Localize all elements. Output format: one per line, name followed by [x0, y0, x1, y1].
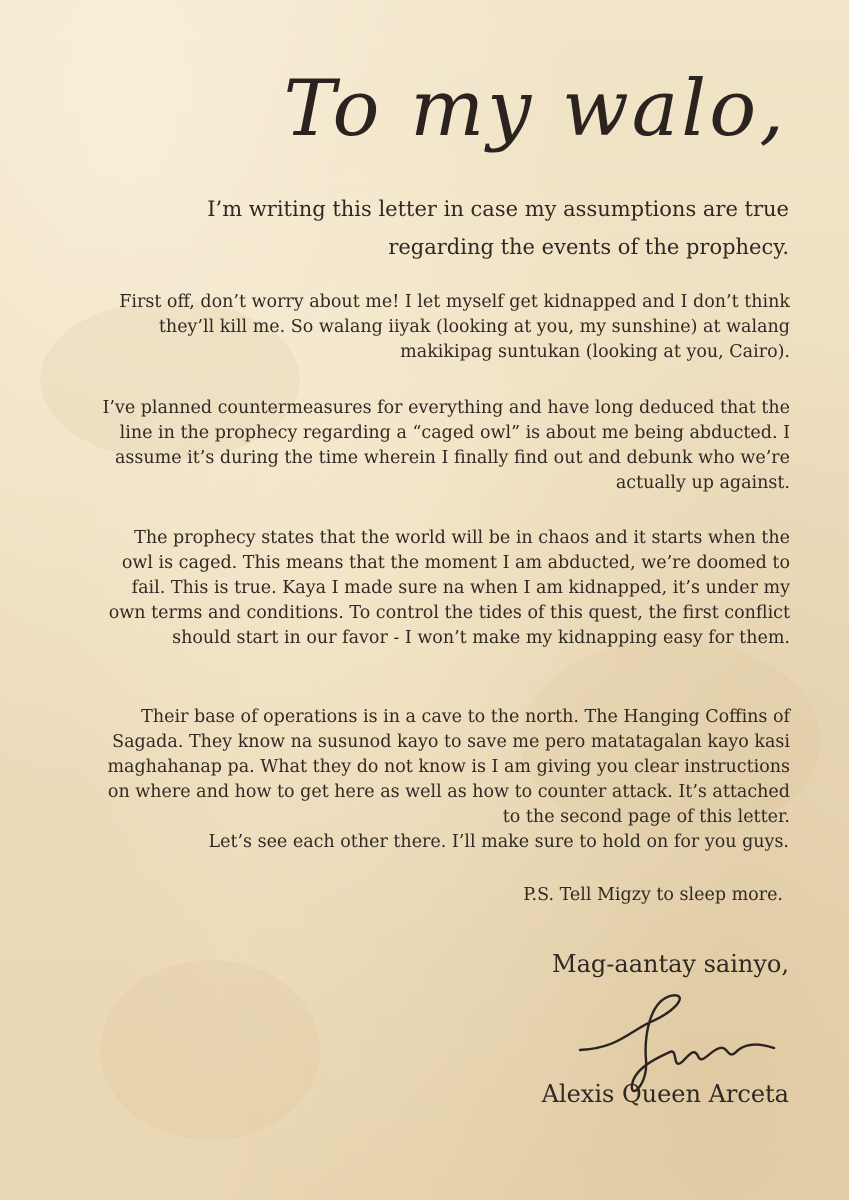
paragraph-line: own terms and conditions. To control the tides of this quest, the first conflict — [108, 603, 790, 623]
paragraph-line: they’ll kill me. So walang iiyak (looking at you, my sunshine) at walang — [158, 317, 790, 337]
paragraph-line: assume it’s during the time wherein I finally find out and debunk who we’re — [114, 448, 790, 468]
paper-stain — [100, 960, 320, 1140]
closing-line: Let’s see each other there. I’ll make sure to hold on for you guys. — [208, 832, 789, 852]
paragraph-line: actually up against. — [615, 473, 790, 493]
paragraph-line: Sagada. They know na susunod kayo to save me pero matatagalan kayo kasi — [112, 732, 790, 752]
letter-intro — [149, 190, 789, 266]
paragraph-line: should start in our favor - I won’t make my kidnapping easy for them. — [172, 628, 790, 648]
paragraph-line: fail. This is true. Kaya I made sure na when I am kidnapped, it’s under my — [131, 578, 790, 598]
intro-line: I’m writing this letter in case my assumptions are true — [207, 197, 789, 221]
paragraph-line: The prophecy states that the world will be in chaos and it starts when the — [134, 528, 790, 548]
paragraph-countermeasures — [66, 396, 790, 496]
paragraph-base-of-operations — [66, 705, 790, 830]
paragraph-line: line in the prophecy regarding a “caged owl” is about me being abducted. I — [119, 423, 790, 443]
paragraph-reassurance — [66, 290, 790, 365]
paragraph-line: maghahanap pa. What they do not know is I am giving you clear instructions — [107, 757, 790, 777]
signer-name: Alexis Queen Arceta — [541, 1080, 789, 1108]
postscript: P.S. Tell Migzy to sleep more. — [523, 885, 783, 905]
paragraph-line: owl is caged. This means that the moment I am abducted, we’re doomed to — [121, 553, 790, 573]
intro-line: regarding the events of the prophecy. — [388, 235, 789, 259]
paragraph-line: Their base of operations is in a cave to the north. The Hanging Coffins of — [141, 707, 790, 727]
paragraph-line: to the second page of this letter. — [502, 807, 790, 827]
sign-off: Mag-aantay sainyo, — [552, 950, 789, 978]
paragraph-prophecy — [66, 526, 790, 651]
paragraph-line: makikipag suntukan (looking at you, Cairo). — [400, 342, 790, 362]
letter-greeting: To my walo, — [283, 64, 787, 154]
paragraph-line: I’ve planned countermeasures for everything and have long deduced that the — [102, 398, 790, 418]
paragraph-line: on where and how to get here as well as how to counter attack. It’s attached — [107, 782, 790, 802]
paragraph-line: First off, don’t worry about me! I let myself get kidnapped and I don’t think — [119, 292, 790, 312]
